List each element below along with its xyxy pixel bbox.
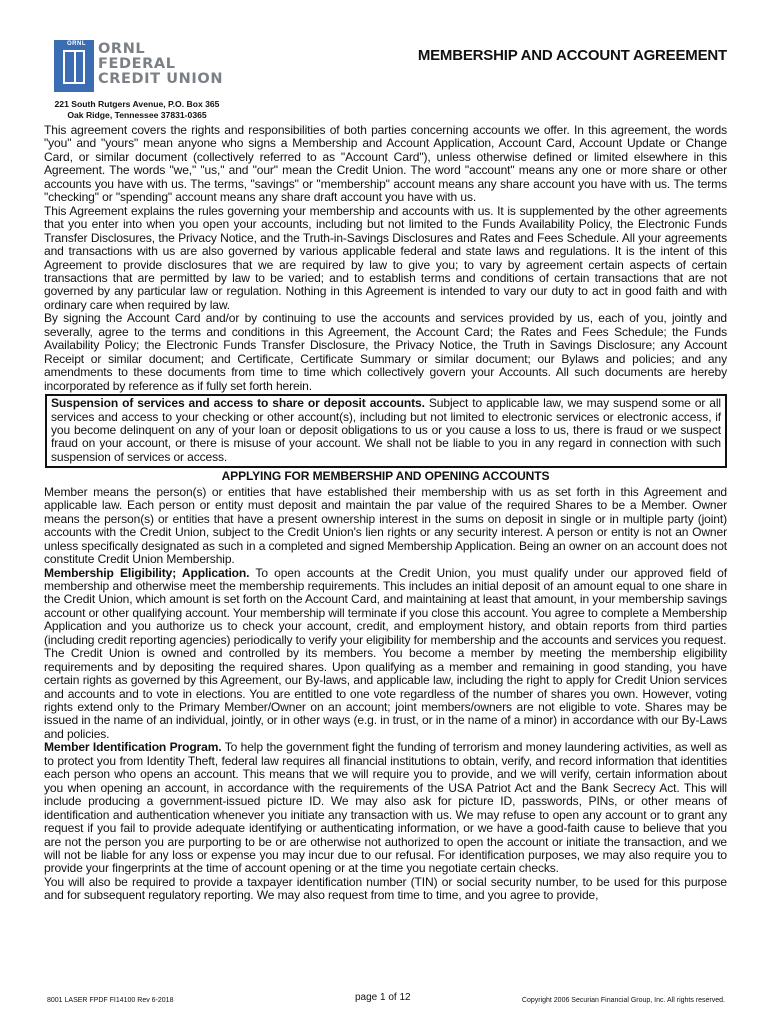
suspension-notice-text: Subject to applicable law, we may suspend some or all services and access to your checking or other account(s), including but not limited to electronic services or electronic access, if you become delinquent on any of your loan or deposit obligations to us or you cause a loss to us, there is fraud or we suspect fraud on your account, or there is misuse of your account. We shall not be liable to you in any regard in connection with such suspension of services or access. — [51, 396, 721, 464]
member-definition-paragraph: Member means the person(s) or entities that have established their membership with us as set forth in this Agreement and applicable law. Each person or entity must deposit and maintain the par value of the required Shares to be a Member. Owner means the person(s) or entities that have a present ownership interest in the sums on deposit in single or in multiple party (joint) accounts with the Credit Union, subject to the Credit Union's lien rights or any security interest. A person or entity is not an Owner unless specifically designated as such in a completed and signed Membership Application. Being an owner on an account does not constitute Credit Union Membership. — [44, 484, 727, 567]
intro-paragraph: This agreement covers the rights and responsibilities of both parties concerning accounts we offer. In this agreement, the words "you" and "yours" mean anyone who signs a Membership and Account Application, Account Card, Account Update or Change Card, or similar document (collectively referred to as "Account Card"), unless otherwise defined or limited elsewhere in this Agreement. The words "we," "us," and "our" mean the Credit Union. The word "account" means any one or more share or other accounts you have with us. The terms, "savings" or "membership" account means any share account you have with us. The terms "checking" or "spending" account means any share draft account you have with us. — [44, 123, 727, 205]
logo-line-2: FEDERAL — [98, 56, 176, 72]
identification-heading: Member Identification Program. — [44, 740, 222, 755]
mailing-address — [42, 99, 232, 121]
identification-text: To help the government fight the funding of terrorism and money laundering activities, as well as to protect you from Identity Theft, federal law requires all financial institutions to obtain, verify, and record information that identities each person who opens an account. This means that we will require you to provide, and we will verify, certain information about you when opening an account, in accordance with the requirements of the USA Patriot Act and the Bank Secrecy Act. This will include producing a government-issued picture ID. We may also ask for picture ID, passwords, PINs, or other means of identification and authentication whenever you initiate any transaction with us. We may refuse to open any account or to grant any request if you fail to provide adequate identifying or authenticating information, or we have a good-faith cause to believe that you are not the person you are purporting to be or are otherwise not authorized to open the account or initiate the transaction, and we will not be liable for any loss or expense you may incur due to our refusal. For identification purposes, we may also require you to provide your fingerprints at the time of account opening or at the time you negotiate certain checks. — [44, 740, 727, 876]
page-number: page 1 of 12 — [355, 992, 411, 1003]
logo-line-3: CREDIT UNION — [98, 71, 224, 87]
supplement-paragraph: This Agreement explains the rules governing your membership and accounts with us. It is supplemented by the other agreements that you enter into when you open your accounts, including but not limited to the Funds Availability Policy, the Electronic Funds Transfer Disclosures, the Privacy Notice, and the Truth-in-Savings Disclosures and Rates and Fees Schedule. All your agreements and transactions with us are also governed by various applicable federal and state laws and regulations. It is the intent of this Agreement to provide disclosures that we are required by law to give you; to vary by agreement certain aspects of certain transactions that are permitted by law to be varied; and to establish terms and conditions of certain transactions that are not governed by any particular law or regulation. Nothing in this Agreement is intended to vary our duty to act in good faith and with ordinary care when required by law. — [44, 203, 727, 312]
logo-wordmark — [98, 42, 223, 87]
eligibility-paragraph — [44, 567, 727, 648]
eligibility-text: To open accounts at the Credit Union, you must qualify under our approved field of membership and otherwise meet the membership requirements. This includes an initial deposit of an amount equal to one share in the Credit Union, which amount is set forth on the Account Card, and maintaining at least that amount, in your membership savings account or other qualifying account. Your membership will terminate if you close this account. You agree to complete a Membership Application and you authorize us to check your account, credit, and employment history, and obtain reports from third parties (including credit reporting agencies) periodically to verify your eligibility for membership and the accounts and services you request. — [44, 565, 727, 647]
form-number: 8001 LASER FPDF FI14100 Rev 6-2018 — [47, 997, 174, 1004]
credit-union-logo — [54, 40, 234, 92]
agreement-body — [44, 124, 727, 903]
identification-paragraph — [44, 741, 727, 876]
address-line-1: 221 South Rutgers Avenue, P.O. Box 365 — [54, 99, 220, 109]
logo-emblem-text: ORNL — [67, 41, 86, 47]
ownership-paragraph: The Credit Union is owned and controlled by its members. You become a member by meeting the membership eligibility requirements and by depositing the required shares. Upon qualifying as a member and remaining in good standing, you have certain rights as governed by this Agreement, our By-laws, and applicable law, including the right to apply for Credit Union services and accounts and to vote in elections. You are entitled to one vote regardless of the number of shares you own. However, voting rights extend only to the Primary Member/Owner on an account; joint members/owners are not eligible to vote. Shares may be issued in the name of an individual, jointly, or in other ways (e.g. in trust, or in the name of a minor) in accordance with our By-Laws and policies. — [44, 646, 727, 741]
section-heading: APPLYING FOR MEMBERSHIP AND OPENING ACCOUNTS — [221, 469, 550, 484]
suspension-notice-heading: Suspension of services and access to share or deposit accounts. — [51, 396, 425, 411]
eligibility-heading: Membership Eligibility; Application. — [44, 565, 250, 580]
logo-line-1: ORNL — [98, 41, 146, 57]
tin-paragraph: You will also be required to provide a taxpayer identification number (TIN) or social security number, to be used for this purpose and for subsequent regulatory reporting. We may also request from time to time, and you agree to provide, — [44, 874, 727, 903]
suspension-notice-box — [45, 394, 727, 468]
address-line-2: Oak Ridge, Tennessee 37831-0365 — [67, 110, 207, 120]
copyright-notice: Copyright 2006 Securian Financial Group, Inc. All rights reserved. — [521, 997, 725, 1004]
consent-paragraph: By signing the Account Card and/or by continuing to use the accounts and services provided by us, each of you, jointly and severally, agree to the terms and conditions in this Agreement, the Account Card; the Rates and Fees Schedule; the Funds Availability Policy; the Electronic Funds Transfer Disclosure, the Privacy Notice, the Truth in Savings Disclosure; any Account Receipt or similar document; and Certificate, Certificate Summary or similar document; our Bylaws and policies; and any amendments to these documents from time to time which collectively govern your Accounts. All such documents are hereby incorporated by reference as if fully set forth herein. — [44, 311, 727, 393]
document-title: MEMBERSHIP AND ACCOUNT AGREEMENT — [417, 47, 727, 64]
logo-emblem-icon — [54, 40, 94, 92]
